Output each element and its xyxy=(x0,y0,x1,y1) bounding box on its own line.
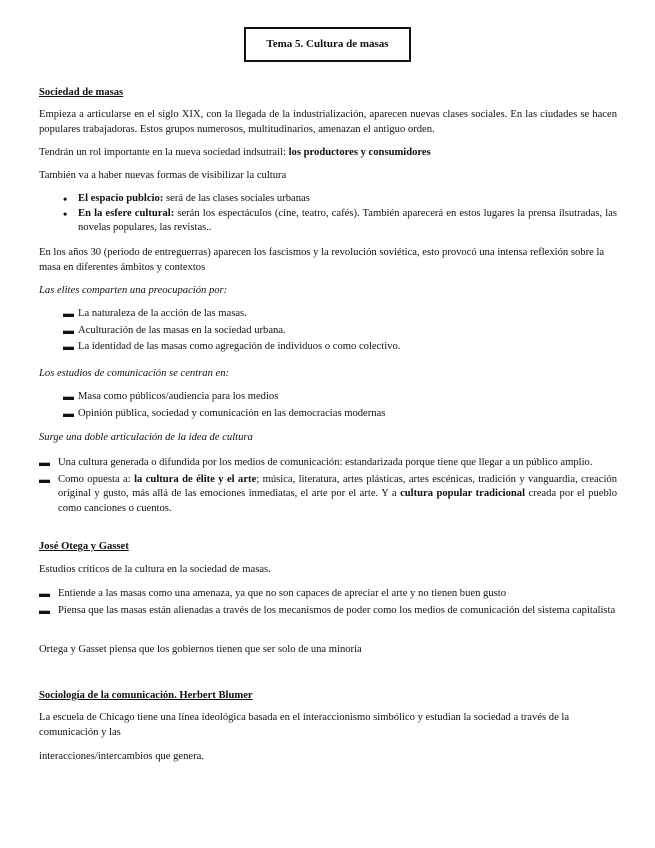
dash-icon: ▬ xyxy=(63,324,74,337)
list-item xyxy=(39,340,617,355)
text-run: Tendrán un rol importante en la nueva sociedad indsutrail: xyxy=(39,147,289,158)
list-item xyxy=(39,587,617,602)
list-item xyxy=(39,473,617,517)
list-item xyxy=(39,604,617,619)
bullet-icon: • xyxy=(63,206,68,221)
bold-text: los productores y consumidores xyxy=(288,147,431,158)
dash-icon: ▬ xyxy=(39,457,50,469)
paragraph: Empieza a articularse en el siglo XIX, con la llegada de la industrialización, aparecen nuevas clases sociales. En las ciudades se hacen populares trabajadoras. Estos grupos numerosos, multitudinarios, amenazan el antiguo orden. xyxy=(39,109,617,135)
paragraph xyxy=(39,146,617,161)
text-run: Piensa que las masas están alienadas a través de los mecanismos de poder como los medios de comunicación del sistema capitalista xyxy=(58,604,616,616)
text-run: La identidad de las masas como agregación de individuos o como colectivo. xyxy=(78,341,401,353)
list-item xyxy=(39,456,617,471)
list-item xyxy=(39,324,617,339)
text-run: Opinión pública, sociedad y comunicación en las democracias modernas xyxy=(78,407,386,419)
paragraph-italic: Los estudios de comunicación se centran en: xyxy=(39,368,230,379)
paragraph: interacciones/intercambios que genera. xyxy=(39,751,205,762)
text-run: creada por el pueblo como canciones o cuentos. xyxy=(58,488,617,514)
text-run: Masa como públicos/audiencia para los medios xyxy=(78,391,279,402)
paragraph-italic: Las elites comparten una preocupación por: xyxy=(39,285,228,296)
dash-icon: ▬ xyxy=(63,407,74,420)
bold-text: El espacio publcio: xyxy=(78,193,164,204)
document-title: Tema 5. Cultura de masas xyxy=(244,27,411,62)
bold-text: cultura popular tradicional xyxy=(400,488,526,500)
paragraph: Ortega y Gasset piensa que los gobiernos tienen que ser solo de una minoría xyxy=(39,644,362,655)
text-run: Una cultura generada o difundida por los medios de comunicación: estandarizada porque tiene que llegar a un público amplio. xyxy=(58,457,593,468)
list-item xyxy=(39,307,617,322)
text-run: será de las clases sociales urbanas xyxy=(163,193,310,204)
list-item xyxy=(39,192,617,207)
dash-list xyxy=(39,390,617,421)
text-run: Aculturación de las masas en la sociedad urbana. xyxy=(78,324,286,336)
bold-text: En la esfere cultural: xyxy=(78,207,175,219)
list-item xyxy=(39,407,617,422)
paragraph-italic: Surge una doble articulación de la idea de cultura xyxy=(39,432,253,443)
list-item xyxy=(39,207,617,236)
paragraph: La escuela de Chicago tiene una línea ideológica basada en el interaccionismo simbólico y estudian la sociedad a través de la comunicación y las xyxy=(39,712,570,738)
text-run: ; música, literatura, artes plásticas, artes escénicas, tradición y vanguardia, creación original y gusto, más allá de las emociones inmediatas, el arte por el arte. Y a xyxy=(58,473,617,500)
dash-icon: ▬ xyxy=(63,341,74,354)
section-heading-sociedad-de-masas: Sociedad de masas xyxy=(39,87,124,98)
dash-icon: ▬ xyxy=(39,588,50,600)
dash-icon: ▬ xyxy=(39,604,50,617)
paragraph: Estudios críticos de la cultura en la sociedad de masas. xyxy=(39,564,271,575)
list-item xyxy=(39,390,617,405)
bold-text: la cultura de élite y el arte xyxy=(134,473,257,485)
paragraph: También va a haber nuevas formas de visibilizar la cultura xyxy=(39,170,287,181)
section-heading-ortega-y-gasset: José Otega y Gasset xyxy=(39,541,129,552)
paragraph: En los años 30 (periodo de entreguerras) aparecen los fascismos y la revolución soviética, esto provocó una intensa reflexión sobre la masa en diferentes ámbitos y contextos xyxy=(39,247,605,273)
dash-icon: ▬ xyxy=(39,473,50,486)
text-run: serán los espectáculos (cine, teatro, cafés). También aparecerá en estos lugares la prensa ilsutradas, las novelas populares, las revistas.. xyxy=(78,207,617,234)
bullet-icon: • xyxy=(63,192,68,206)
dash-list xyxy=(39,456,617,516)
section-heading-sociologia-comunicacion: Sociología de la comunicación. Herbert Blumer xyxy=(39,690,253,701)
text-run: La naturaleza de la acción de las masas. xyxy=(78,308,247,319)
bullet-list xyxy=(39,192,617,236)
dash-icon: ▬ xyxy=(63,308,74,320)
text-run: Entiende a las masas como una amenaza, ya que no son capaces de apreciar el arte y no tienen buen gusto xyxy=(58,588,506,599)
dash-list xyxy=(39,307,617,355)
text-run: Como opuesta a: xyxy=(58,473,135,485)
dash-list xyxy=(39,587,617,618)
dash-icon: ▬ xyxy=(63,391,74,403)
